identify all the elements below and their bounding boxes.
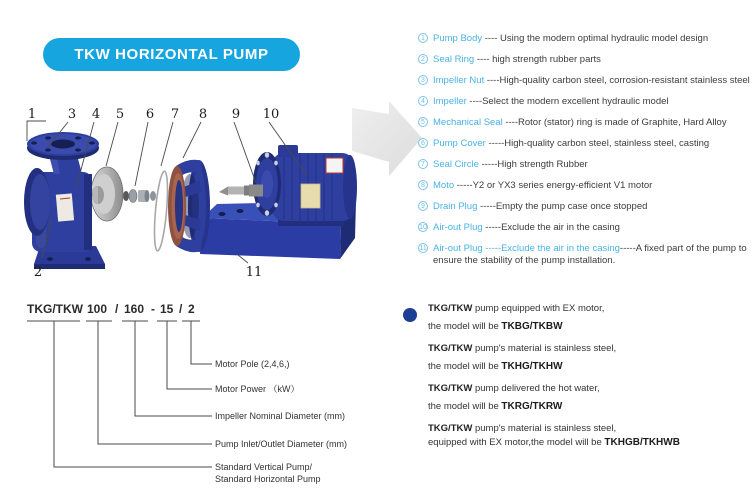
- list-item: [418, 54, 751, 66]
- model-inlet: 100: [87, 302, 108, 316]
- circled-number-icon: 10: [419, 224, 427, 231]
- list-item: [418, 138, 751, 150]
- list-item: [418, 222, 751, 234]
- part-desc: ----Rotor (stator) ring is made of Graphite, Hard Alloy: [502, 117, 727, 128]
- note-line: [428, 383, 713, 394]
- part-desc: -----Y2 or YX3 series energy-efficient V1 motor: [454, 180, 653, 191]
- part-number-6: 6: [145, 107, 155, 122]
- part-desc: -----A fixed part of the pump to ensure the stability of the pump installation.: [433, 243, 747, 266]
- model-sep2: -: [151, 302, 155, 316]
- model-series: TKG/TKW: [428, 383, 473, 394]
- part-name-desc: -----Exclude the air in the casing: [482, 243, 620, 254]
- model-sep1: /: [115, 302, 119, 316]
- note-text: pump's material is stainless steel,: [472, 343, 617, 354]
- part-name: Pump Body: [433, 33, 483, 44]
- part-name: Mechanical Seal: [433, 117, 503, 128]
- model-prefix: TKG/TKW: [27, 302, 83, 316]
- model-series: TKG/TKW: [428, 303, 473, 314]
- note-line: [428, 423, 713, 434]
- part-name: Impeller Nut: [433, 75, 485, 86]
- part-name: Seal Circle: [433, 159, 479, 170]
- model-impeller: 160: [124, 302, 145, 316]
- circled-number-icon: 11: [419, 245, 427, 252]
- part-name: Seal Ring: [433, 54, 475, 65]
- model-code-labels: [215, 359, 347, 484]
- arrow-right-icon: [352, 101, 422, 176]
- part-desc: -----Exclude the air in the casing: [482, 222, 620, 233]
- model-code-lines: [27, 321, 212, 467]
- model-series: TKG/TKW: [428, 343, 473, 354]
- list-item: [418, 201, 751, 213]
- part-number-8: 8: [198, 107, 208, 122]
- model-code-breakdown: [25, 297, 387, 495]
- ex-motor-lines: [428, 303, 713, 448]
- note-text: the model will be: [428, 321, 502, 332]
- circled-number-icon: 5: [418, 117, 428, 127]
- part-number-1: 1: [27, 107, 37, 122]
- circled-number-icon: 2: [418, 54, 428, 64]
- note-text: equipped with EX motor,the model will be: [428, 437, 605, 448]
- page-title: TKW HORIZONTAL PUMP: [74, 46, 269, 63]
- note-text: pump equipped with EX motor,: [472, 303, 605, 314]
- model-sep3: /: [179, 302, 183, 316]
- list-item: [418, 75, 751, 87]
- label-inlet-diam: Pump Inlet/Outlet Diameter (mm): [215, 439, 348, 449]
- label-impeller-diam: Impeller Nominal Diameter (mm): [215, 411, 346, 421]
- circled-number-icon: 1: [418, 33, 428, 43]
- model-series: TKG/TKW: [428, 423, 473, 434]
- part-desc: ---- Using the modern optimal hydraulic model design: [482, 33, 709, 44]
- part-number-9: 9: [231, 107, 241, 122]
- circled-number-icon: 8: [418, 180, 428, 190]
- note-text: the model will be: [428, 401, 502, 412]
- note-text: pump delivered the hot water,: [472, 383, 600, 394]
- circled-number-icon: 3: [418, 75, 428, 85]
- list-item: [418, 96, 751, 108]
- part-desc: -----High-quality carbon steel, stainless steel, casting: [485, 138, 710, 149]
- part-desc: ---- high strength rubber parts: [474, 54, 601, 65]
- title-banner: [43, 38, 300, 71]
- model-pole: 2: [188, 302, 195, 316]
- label-motor-power: Motor Power （kW）: [215, 384, 300, 394]
- model-result: TKRG/TKRW: [501, 401, 563, 412]
- part-name: Air-out Plug: [433, 222, 483, 233]
- part-name: Drain Plug: [433, 201, 478, 212]
- part-name: Impeller: [433, 96, 467, 107]
- model-result: TKHG/TKHW: [501, 361, 563, 372]
- part-number-5: 5: [115, 107, 125, 122]
- circled-number-icon: 6: [418, 138, 428, 148]
- note-line: [428, 401, 713, 412]
- parts-list: [418, 33, 751, 276]
- bullet-circle-icon: [403, 308, 417, 322]
- part-number-10: 10: [262, 107, 280, 122]
- model-result: TKHGB/TKHWB: [604, 437, 680, 448]
- mechanical-seal-illustration: [123, 190, 156, 203]
- pump-exploded-diagram: [10, 98, 422, 305]
- seal-circle-illustration: [152, 171, 170, 252]
- circled-number-icon: 4: [418, 96, 428, 106]
- note-line: [428, 361, 713, 372]
- list-item: [418, 159, 751, 171]
- part-number-2: 2: [33, 265, 43, 280]
- part-desc: ----High-quality carbon steel, corrosion-resistant stainless steel: [484, 75, 750, 86]
- list-item: [418, 243, 751, 266]
- label-standard-2: Standard Horizontal Pump: [215, 474, 321, 484]
- list-item: [418, 180, 751, 192]
- circled-number-icon: 7: [418, 159, 428, 169]
- part-number-7: 7: [170, 107, 180, 122]
- pump-cover-illustration: [168, 160, 210, 252]
- list-item: [418, 33, 751, 45]
- model-power: 15: [160, 302, 174, 316]
- label-motor-pole: Motor Pole (2,4,6,): [215, 359, 290, 369]
- part-number-3: 3: [67, 107, 77, 122]
- label-standard-1: Standard Vertical Pump/: [215, 462, 313, 472]
- part-desc: -----High strength Rubber: [478, 159, 588, 170]
- note-text: pump's material is stainless steel,: [472, 423, 617, 434]
- part-name: Moto: [433, 180, 455, 191]
- note-line: [428, 343, 713, 354]
- part-name: Air-out Plug: [433, 243, 483, 254]
- circled-number-icon: 9: [418, 201, 428, 211]
- note-line: [428, 437, 713, 448]
- part-number-4: 4: [91, 107, 101, 122]
- note-line: [428, 321, 713, 332]
- model-result: TKBG/TKBW: [501, 321, 563, 332]
- part-name: Pump Cover: [433, 138, 486, 149]
- part-desc: ----Select the modern excellent hydraulic model: [466, 96, 669, 107]
- part-number-11: 11: [245, 265, 263, 280]
- note-text: the model will be: [428, 361, 502, 372]
- part-desc: -----Empty the pump case once stopped: [477, 201, 648, 212]
- note-line: [428, 303, 713, 314]
- ex-motor-notes: [403, 303, 713, 455]
- model-code-string: [27, 302, 195, 316]
- list-item: [418, 117, 751, 129]
